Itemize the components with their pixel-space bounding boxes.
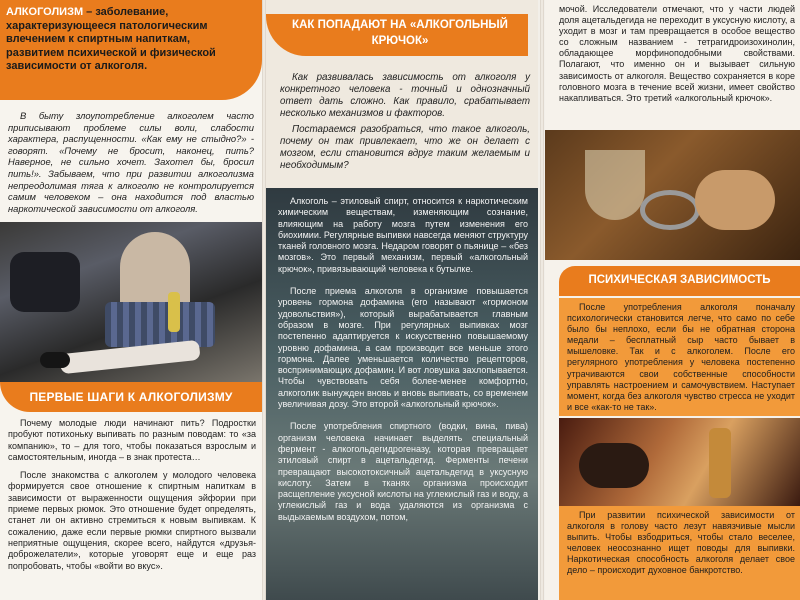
definition-text	[6, 6, 251, 74]
continuation-text: мочой. Исследователи отмечают, что у части людей доля ацетальдегида не переходит в уксусную кислоту, а уходит в мозг и там превращается в особое вещество со сложным названием - тетрагидроизохинолин, обладающее морфиноподобными свойствами. Полагают, что именно он и вызывает сильную зависимость от алкоголя. Вещество сохраняется в коре головного мозга в течение всей жизни, имеет свойство накапливаться. Это третий «алкогольный крючок».	[559, 4, 795, 103]
psych-box	[559, 298, 800, 416]
photo-handcuffed-glass	[545, 130, 800, 260]
panel-left	[0, 0, 262, 600]
hook-intro-paragraph-2: Постараемся разобраться, что такое алкоголь, почему он так привлекает, что же он делает с мозгом, если становится вдруг таким желаемым и необходимым?	[280, 124, 530, 171]
definition-term: АЛКОГОЛИЗМ	[6, 6, 84, 18]
hand-shape	[695, 170, 775, 230]
intro-quote: В быту злоупотребление алкоголем часто приписывают проблеме силы воли, слабости характера, распущенности. «Как ему не стыдно?» - говорят. «Почему не бросит, наконец, пить? Наверное, не сильно хочет. Захотел бы, бросил пить!». Забываем, что при развитии алкоголизма непреодолимая тяга к алкоголю не контролируется самим человеком – она находится под властью наркотической зависимости от алкоголя.	[8, 110, 254, 214]
obsession-paragraph: При развитии психической зависимости от алкоголя в голову часто лезут навязчивые мысли выпить. Чтобы взбодриться, чтобы стало веселее, человек неосознанно ищет поводы для выпивки. Наркотическая способность алкоголя делает свое дело – происходит духовное банкротство.	[567, 510, 795, 576]
bottle-shape	[709, 428, 731, 498]
hook-paragraph-1: Алкоголь – этиловый спирт, относится к наркотическим химическим веществам, изменяющим сознание, влияющим на работу мозга путем изменения его биохимии. Регулярные выпивки навсегда меняют структуру тканей головного мозга. Недаром говорят о пьянице – «без мозгов». Это первый механизм, первый «алкогольный крючок», привязывающий человека к бутылке.	[278, 196, 528, 274]
hook-intro-paragraph-1: Как развивалась зависимость от алкоголя у конкретного человека - точный и однозначный ответ дать сложно. Как правило, срабатывает несколько механизмов и факторов.	[280, 72, 530, 119]
head-on-table-shape	[579, 443, 649, 488]
handcuff-shape	[640, 190, 700, 230]
hook-intro	[280, 72, 530, 176]
first-steps-paragraph-2: После знакомства с алкоголем у молодого человека формируется свое отношение к спиртным напиткам в зависимости от выраженности ощущения эйфории при приеме первых рюмок. Это отношение будет определять, станет ли он активно стремиться к новым выпивкам. К сожалению, даже если первые рюмки спиртного вызвали неприятные ощущения, скорее всего, найдутся «друзья-доброжелатели», которые уговорят еще и еще раз попробовать, чтобы «войти во вкус».	[8, 470, 256, 571]
photo-teen-drinking	[0, 222, 262, 382]
first-steps-banner	[0, 382, 262, 412]
plaid-skirt-shape	[105, 302, 215, 347]
first-steps-heading: ПЕРВЫЕ ШАГИ К АЛКОГОЛИЗМУ	[29, 390, 233, 404]
psych-banner	[559, 266, 800, 296]
panel-middle	[266, 0, 538, 600]
fold-line-2	[540, 0, 544, 600]
psych-paragraph: После употребления алкоголя поначалу психологически становится легче, что само по себе было бы неплохо, если бы не обратная сторона медали – бесплатный сыр часто бывает в мышеловке. Так и с алкоголем. После его регулярного употребления у человека постепенно утрачиваются свои собственные способности управлять настроением и самочувствием. Наступает момент, когда без алкоголя чувство стресса не уходит и все «как-то не так».	[567, 302, 795, 412]
definition-rest: – заболевание, характеризующееся патологическим влечением к спиртным напиткам, развитием психической и физической зависимости от алкоголя.	[6, 6, 216, 73]
wine-glass-shape	[585, 150, 645, 220]
photo-drunk-man	[559, 418, 800, 506]
panel-right	[545, 0, 800, 600]
obsession-box	[559, 506, 800, 600]
first-steps-body	[8, 418, 256, 579]
backpack-shape	[10, 252, 80, 312]
hook-paragraph-2: После приема алкоголя в организме повышается уровень гормона дофамина (его называют «гормоном удовольствия»), который вырабатывается главным образом в мозге. При регулярных выпивках мозг постепенно адаптируется к искусственно повышаемому уровню дофамина, а сам производит все меньше этого гормона. Далее уменьшается количество рецепторов, воспринимающих дофамин. И вот ловушка захлопывается. Чтобы чувствовать себя более-менее комфортно, алкоголик вынужден вновь и вновь выпивать, со временем увеличивая дозу. Это второй «алкогольный крючок».	[278, 286, 528, 410]
bottle-shape	[168, 292, 180, 332]
shoe-shape	[40, 352, 70, 368]
hook-banner	[266, 14, 528, 56]
hook-heading: КАК ПОПАДАЮТ НА «АЛКОГОЛЬНЫЙ КРЮЧОК»	[292, 19, 508, 47]
hook-body	[278, 196, 528, 534]
definition-banner	[0, 0, 262, 100]
first-steps-paragraph-1: Почему молодые люди начинают пить? Подростки пробуют потихоньку выпивать по разным поводам: то «за компанию», то – для того, чтобы показаться взрослым и самостоятельным, иногда – в знак протеста…	[8, 418, 256, 462]
psych-heading: ПСИХИЧЕСКАЯ ЗАВИСИМОСТЬ	[588, 274, 771, 286]
hook-paragraph-3: После употребления спиртного (водки, вина, пива) организм человека начинает выделять специальный фермент - алкогольдегидрогеназу, которая превращает этиловый спирт в ацетальдегид. Ферменты печени превращают высокотоксичный ацетальдегид в уксусную кислоту. Затем в тканях организма происходит расщепление уксусной кислоты на углекислый газ и воду, а углекислый газ и вода удаляются из организма с выдыхаемым воздухом, потом,	[278, 421, 528, 522]
